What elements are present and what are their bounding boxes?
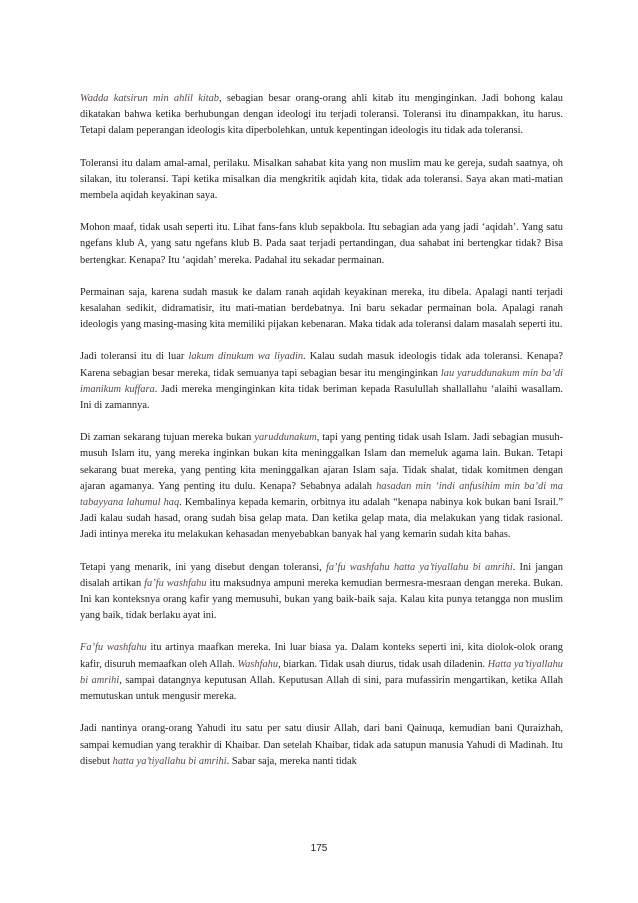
italic-phrase: lakum dinukum wa liyadin [188, 351, 304, 363]
text-run: , biarkan. Tidak usah diurus, tidak usah diladenin. [278, 658, 488, 670]
page-number: 175 [310, 843, 328, 854]
text-run: Permainan saja, karena sudah masuk ke dalam ranah aqidah keyakinan mereka, itu dibela. Apalagi nanti terjadi kesalahan sedikit, didramatisir, itu mati-matian berdebatnya. Ini baru sekadar permainan bola. Apalagi ranah ideologis yang masing-masing kita memiliki pijakan kebenaran. Maka tidak ada toleransi dalam masalah seperti itu. [80, 286, 563, 331]
text-run: itu maksudnya ampuni mereka kemudian bermesra-mesraan dengan mereka. Bukan. Ini kan konteksnya orang kafir yang memusuhi, bukan yang baik-baik saja. Kalau kita punya tetangga non muslim yang baik, tidak berlaku ayat ini. [80, 577, 564, 622]
text-run: . Jadi mereka menginginkan kita tidak beriman kepada Rasulullah shallallahu ‘alaihi wasallam. Ini di zamannya. [80, 383, 563, 412]
paragraph [80, 156, 563, 205]
text-run: . Sabar saja, mereka nanti tidak [226, 755, 357, 767]
italic-phrase: hasadan min ‘indi anfusihim min ba’di ma tabayyana lahumul haq [80, 480, 563, 509]
text-run: . Kembalinya kepada kemarin, orbitnya itu adalah “kenapa nabinya kok bukan bani Israil.” Jadi kalau sudah hasad, orang sudah bisa gelap mata. Dan ketika gelap mata, dia melakukan yang tidak rasional. Jadi intinya mereka itu melakukan kehasadan menyebabkan banyak hal yang kemarin sudah kita bahas. [80, 497, 563, 541]
text-run: Mohon maaf, tidak usah seperti itu. Lihat fans-fans klub sepakbola. Itu sebagian ada yang jadi ‘aqidah’. Yang satu ngefans klub A, yang satu ngefans klub B. Pada saat terjadi pertandingan, dua sahabat ini bertengkar tidak? Bisa bertengkar. Kenapa? Itu ‘aqidah’ mereka. Padahal itu sekadar permainan. [80, 222, 563, 266]
text-run: Di zaman sekarang tujuan mereka bukan [80, 432, 255, 444]
paragraph [80, 285, 563, 334]
italic-phrase: lau yaruddunakum min ba’di imanikum kuffara [80, 367, 563, 395]
text-run: , tapi yang penting tidak usah Islam. Jadi sebagian musuh-musuh Islam itu, yang mereka inginkan bukan kita meninggalkan Islam dan memeluk agama lain. Bukan. Tetapi sekarang buat mereka, yang penting kita meninggalkan ajaran Islam saja. Tidak shalat, tidak komitmen dengan ajaran agamanya. Yang penting itu dulu. Kenapa? Sebabnya adalah [80, 432, 563, 492]
italic-phrase: Fa’fu washfahu [80, 642, 147, 654]
text-run: , sampai datangnya keputusan Allah. Keputusan Allah di sini, para mufassirin mengartikan, ketika Allah memutuskan untuk mengusir mereka. [80, 674, 563, 703]
text-run: Jadi nantinya orang-orang Yahudi itu satu per satu diusir Allah, dari bani Qainuqa, kemudian bani Quraizhah, sampai kemudian yang terakhir di Khaibar. Dan setelah Khaibar, tidak ada satupun manusia Yahudi di Madinah. Itu disebut [80, 723, 563, 767]
italic-phrase: fa’fu washfahu hatta ya’tiyallahu bi amrihi [325, 561, 513, 573]
paragraph [80, 220, 563, 269]
italic-phrase: hatta ya’tiyallahu bi amrihi [112, 755, 227, 767]
paragraph [80, 349, 563, 414]
text-run: Jadi toleransi itu di luar [80, 351, 189, 363]
italic-phrase: Washfahu [237, 658, 279, 670]
text-run: Tetapi yang menarik, ini yang disebut dengan toleransi, [80, 561, 326, 573]
text-run: , sebagian besar orang-orang ahli kitab itu menginginkan. Jadi bohong kalau dikatakan bahwa ketika berhubungan dengan ideologi itu terjadi toleransi. Toleransi itu dinampakkan, itu harus. Tetapi dalam peperangan ideologis kita diperbolehkan, untuk kepentingan ideologis itu tidak ada toleransi. [80, 93, 563, 137]
italic-phrase: fa’fu washfahu [144, 577, 207, 589]
italic-phrase: Wadda katsirun min ahlil kitab [80, 93, 219, 104]
text-run: . Kalau sudah masuk ideologis tidak ada toleransi. Kenapa? Karena sebagian besar mereka, tidak semuanya tapi sebagian besar itu menginginkan [80, 351, 563, 379]
page-body [80, 91, 563, 786]
italic-phrase: Hatta ya’tiyallahu bi amrihi [80, 658, 564, 686]
paragraph [80, 91, 563, 140]
paragraph [80, 721, 563, 770]
paragraph [80, 560, 563, 625]
paragraph [80, 430, 563, 543]
paragraph [80, 640, 563, 705]
italic-phrase: yaruddunakum [254, 432, 317, 444]
text-run: . Ini jangan disalah artikan [80, 561, 563, 589]
text-run: Toleransi itu dalam amal-amal, perilaku. Misalkan sahabat kita yang non muslim mau ke gereja, sudah saatnya, oh silakan, itu toleransi. Tapi ketika misalkan dia mengkritik aqidah kita, tidak ada toleransi. Saya akan mati-matian membela aqidah keyakinan saya. [80, 157, 563, 202]
text-run: itu artinya maafkan mereka. Ini luar biasa ya. Dalam konteks seperti ini, kita diolok-olok orang kafir, disuruh memaafkan oleh Allah. [80, 642, 563, 670]
